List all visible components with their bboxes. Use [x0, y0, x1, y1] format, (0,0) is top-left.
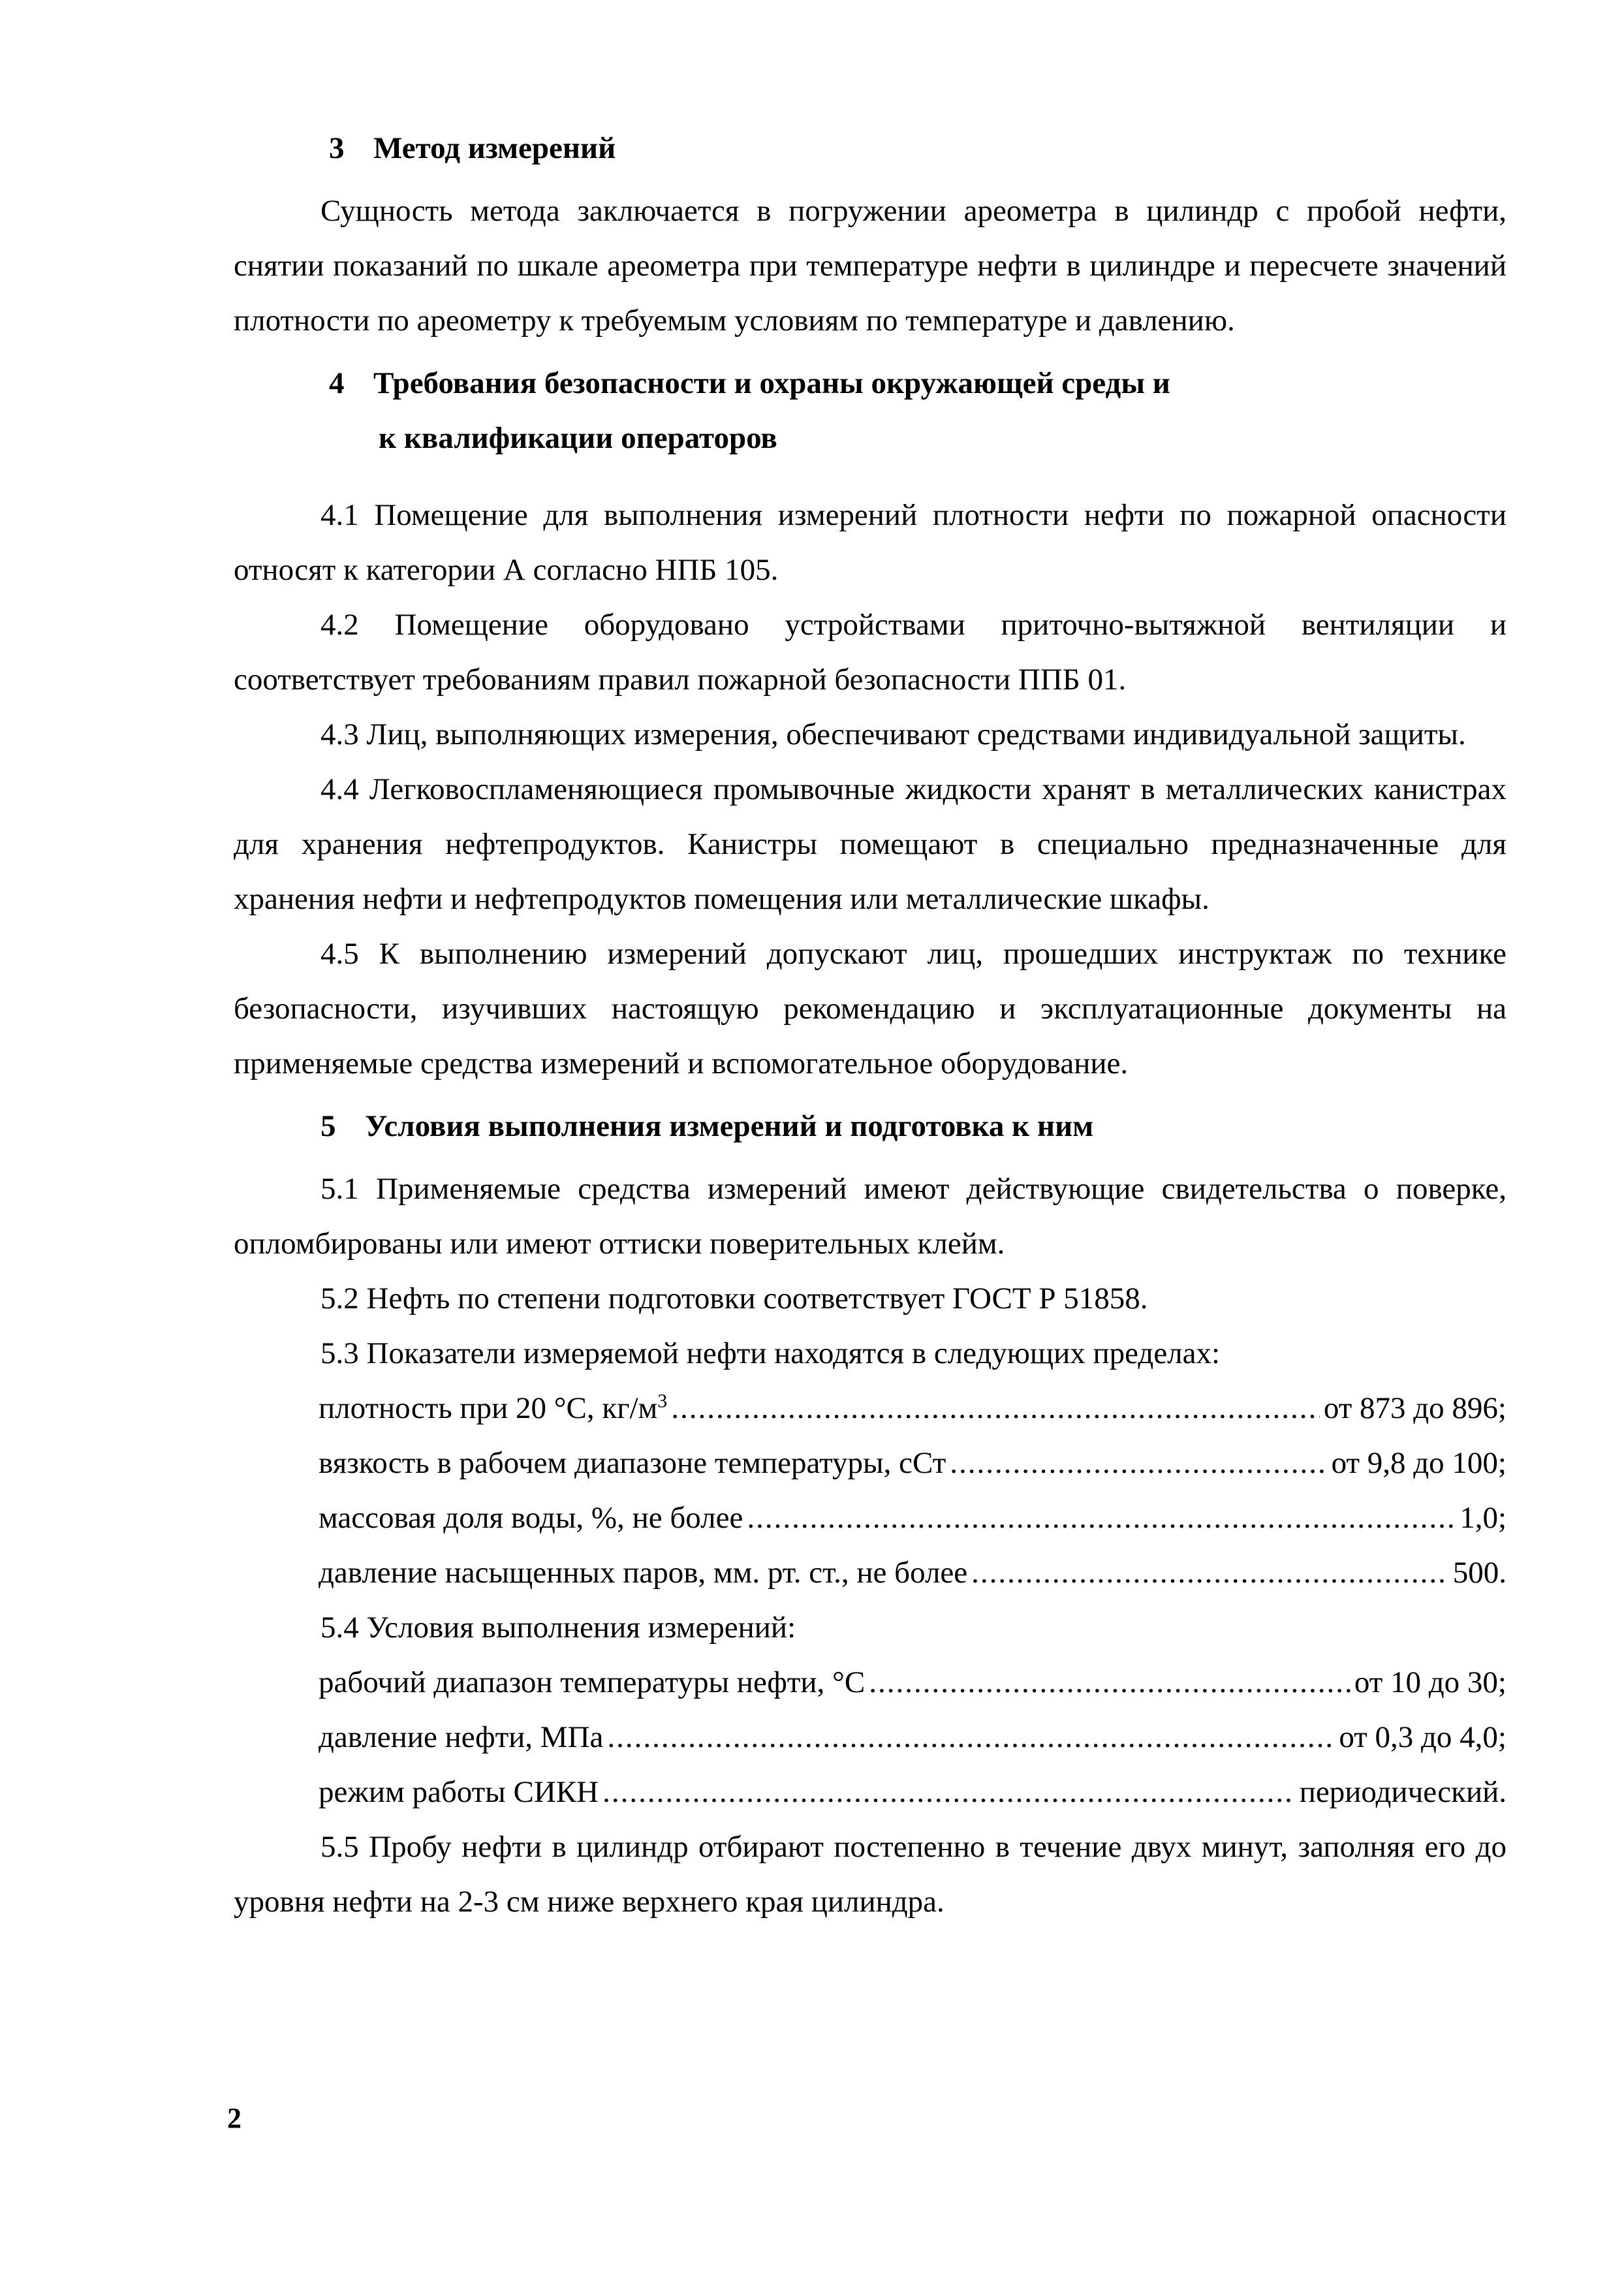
section-3-text: Сущность метода заключается в погружении ареометра в цилиндр с пробой нефти, снятии показаний по шкале ареометра при температуре нефти в цилиндре и пересчете значений плотности по ареометру к требуемым условиям по температуре и давлению. — [234, 194, 1507, 338]
page-number: 2 — [227, 2102, 242, 2134]
indicator-density — [319, 1381, 1507, 1436]
indicator-vapor-pressure — [319, 1545, 1507, 1600]
dot-leader — [671, 1381, 1320, 1436]
pressure-label: давление нефти, МПа — [319, 1720, 604, 1754]
section-3-title: Метод измерений — [373, 131, 616, 165]
section-3-number: 3 — [329, 131, 345, 165]
dot-leader — [602, 1765, 1296, 1819]
density-unit-superscript: 3 — [657, 1390, 668, 1412]
density-label: плотность при 20 °С, кг/м — [319, 1391, 658, 1425]
pressure-value: от 0,3 до 4,0; — [1339, 1720, 1507, 1754]
paragraph-4-5: 4.5 К выполнению измерений допускают лиц, прошедших инструктаж по технике безопасности, изучивших настоящую рекомендацию и эксплуатационные документы на применяемые средства измерений и вспомогательное оборудование. — [234, 937, 1507, 1080]
density-value: от 873 до 896; — [1323, 1391, 1507, 1425]
section-5-title: Условия выполнения измерений и подготовка к ним — [365, 1109, 1094, 1143]
mode-label: режим работы СИКН — [319, 1775, 599, 1809]
viscosity-value: от 9,8 до 100; — [1331, 1446, 1507, 1480]
dot-leader — [747, 1490, 1456, 1545]
section-4-number: 4 — [329, 366, 345, 400]
section-5-number: 5 — [320, 1109, 336, 1143]
condition-mode — [319, 1765, 1507, 1819]
mode-value: периодический. — [1299, 1775, 1507, 1809]
paragraph-5-3: 5.3 Показатели измеряемой нефти находятся в следующих пределах: — [320, 1336, 1221, 1370]
page-content — [234, 121, 1507, 1929]
vapor-label: давление насыщенных паров, мм. рт. ст., не более — [319, 1556, 968, 1590]
water-label: массовая доля воды, %, не более — [319, 1501, 743, 1535]
paragraph-4-4: 4.4 Легковоспламеняющиеся промывочные жидкости хранят в металлических канистрах для хранения нефтепродуктов. Канистры помещают в специально предназначенные для хранения нефти и нефтепродуктов помещения или металлические шкафы. — [234, 772, 1507, 916]
dot-leader — [971, 1545, 1449, 1600]
dot-leader — [607, 1710, 1335, 1765]
section-4-heading — [234, 356, 1507, 465]
indicator-water — [319, 1490, 1507, 1545]
paragraph-5-4: 5.4 Условия выполнения измерений: — [320, 1611, 796, 1645]
water-value: 1,0; — [1460, 1501, 1507, 1535]
condition-temperature — [319, 1655, 1507, 1710]
paragraph-5-2: 5.2 Нефть по степени подготовки соответствует ГОСТ Р 51858. — [320, 1282, 1148, 1315]
paragraph-4-1: 4.1 Помещение для выполнения измерений плотности нефти по пожарной опасности относят к категории А согласно НПБ 105. — [234, 498, 1507, 587]
vapor-value: 500. — [1452, 1556, 1507, 1590]
temperature-label: рабочий диапазон температуры нефти, °С — [319, 1665, 866, 1699]
section-5-heading — [234, 1099, 1507, 1154]
paragraph-5-5: 5.5 Пробу нефти в цилиндр отбирают постепенно в течение двух минут, заполняя его до уровня нефти на 2-3 см ниже верхнего края цилиндра. — [234, 1830, 1507, 1919]
section-4-title-line2: к квалификации операторов — [379, 421, 777, 455]
section-4-title-line1: Требования безопасности и охраны окружающей среды и — [373, 366, 1170, 400]
temperature-value: от 10 до 30; — [1354, 1665, 1507, 1699]
paragraph-4-2: 4.2 Помещение оборудовано устройствами приточно-вытяжной вентиляции и соответствует требованиям правил пожарной безопасности ППБ 01. — [234, 608, 1507, 697]
paragraph-5-1: 5.1 Применяемые средства измерений имеют действующие свидетельства о поверке, опломбированы или имеют оттиски поверительных клейм. — [234, 1172, 1507, 1261]
section-3-heading — [234, 121, 1507, 176]
paragraph-4-3: 4.3 Лиц, выполняющих измерения, обеспечивают средствами индивидуальной защиты. — [320, 717, 1466, 751]
condition-pressure — [319, 1710, 1507, 1765]
indicator-viscosity — [319, 1436, 1507, 1490]
dot-leader — [869, 1655, 1351, 1710]
viscosity-label: вязкость в рабочем диапазоне температуры, сСт — [319, 1446, 946, 1480]
dot-leader — [950, 1436, 1327, 1490]
